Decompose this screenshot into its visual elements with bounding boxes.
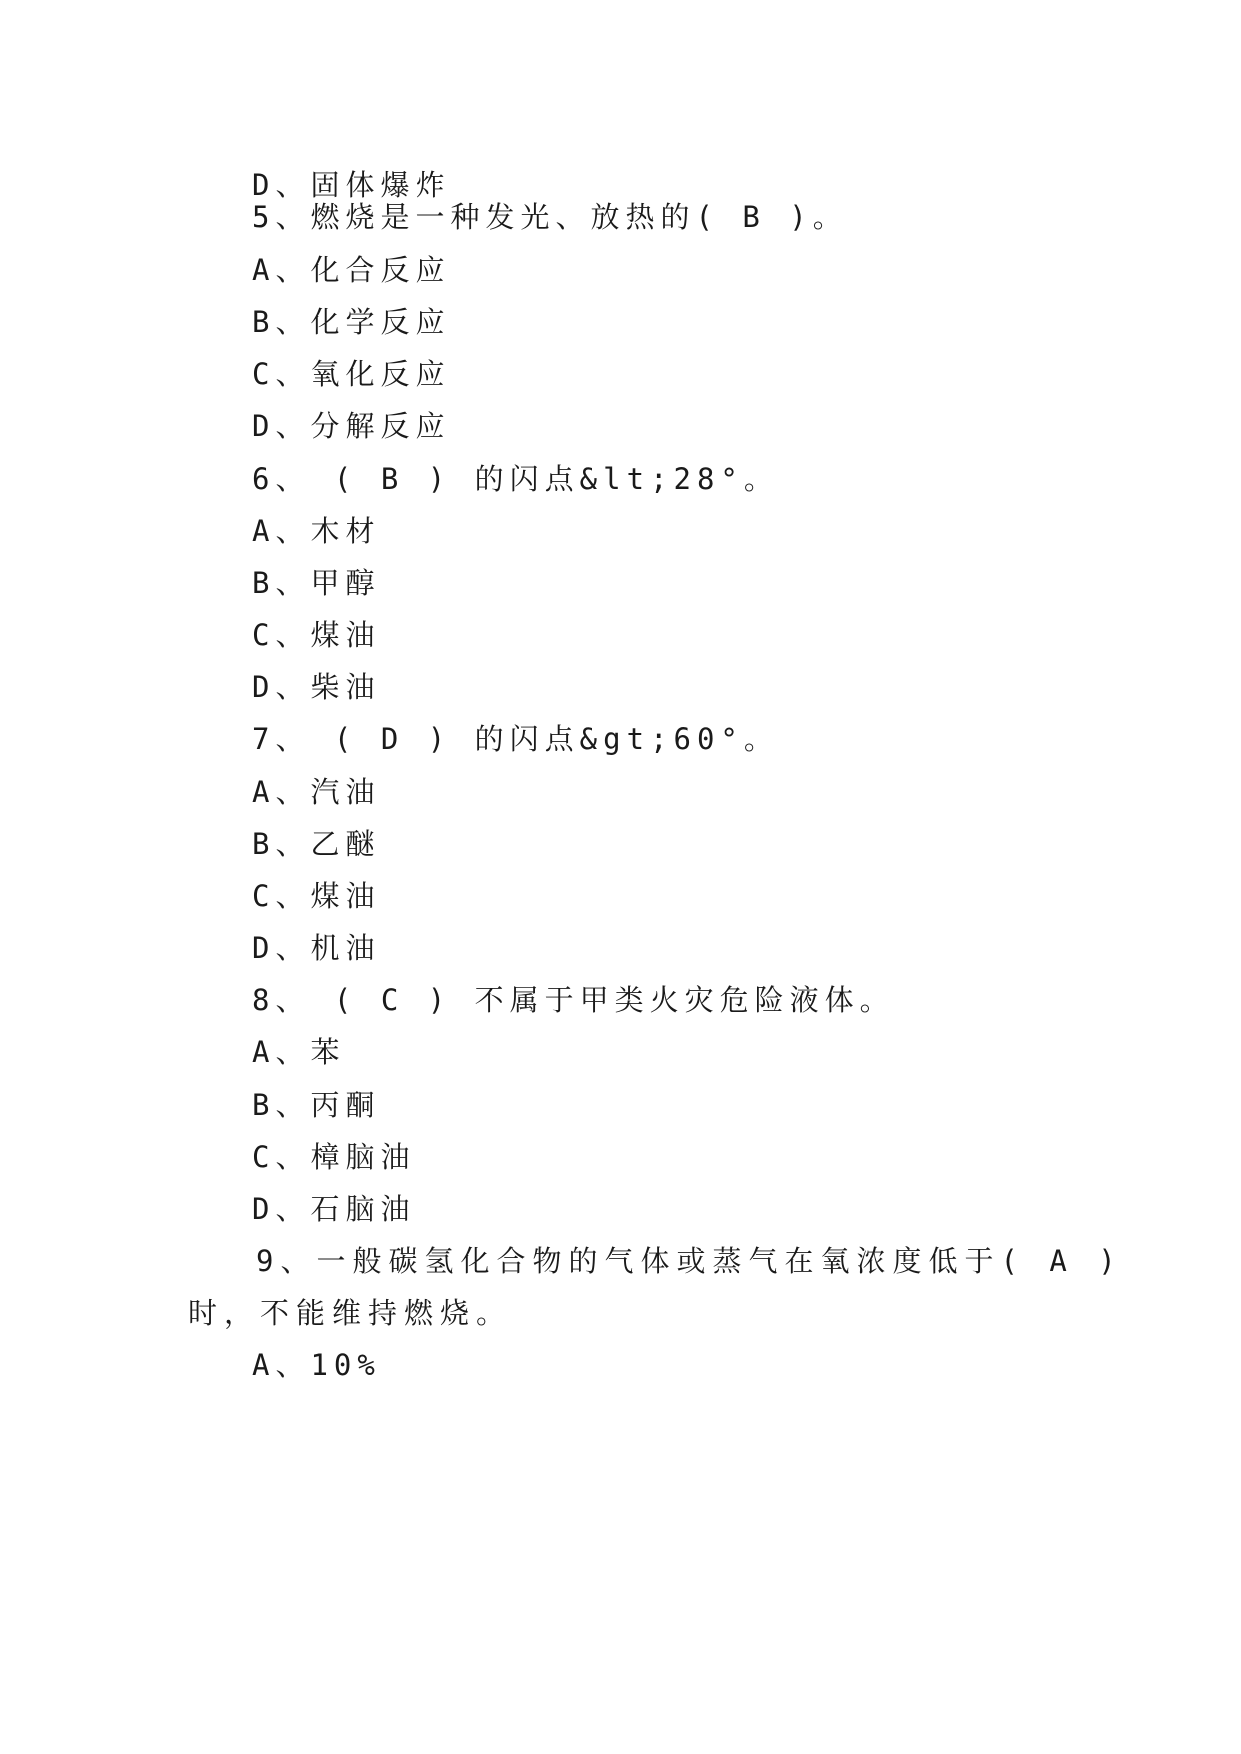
option-b-q6: B、甲醇 — [252, 566, 381, 600]
option-a-q5: A、化合反应 — [252, 253, 451, 287]
option-d-q7: D、机油 — [252, 931, 381, 965]
option-d-q6: D、柴油 — [252, 670, 381, 704]
question-9: 9、一般碳氢化合物的气体或蒸气在氧浓度低于( A ) — [256, 1244, 1123, 1278]
option-c-q7: C、煤油 — [252, 879, 381, 913]
question-6: 6、 ( B ) 的闪点&lt;28°。 — [252, 462, 779, 496]
option-d-q4: D、固体爆炸 — [252, 168, 451, 202]
option-b-q5: B、化学反应 — [252, 305, 451, 339]
option-b-q8: B、丙酮 — [252, 1088, 381, 1122]
question-7: 7、 ( D ) 的闪点&gt;60°。 — [252, 722, 779, 756]
option-a-q7: A、汽油 — [252, 775, 381, 809]
question-8: 8、 ( C ) 不属于甲类火灾危险液体。 — [252, 983, 895, 1017]
question-5: 5、燃烧是一种发光、放热的( B )。 — [252, 200, 848, 234]
option-a-q8: A、苯 — [252, 1035, 346, 1069]
option-a-q9: A、10% — [252, 1348, 381, 1382]
option-c-q6: C、煤油 — [252, 618, 381, 652]
option-d-q8: D、石脑油 — [252, 1192, 416, 1226]
question-9-continuation: 时，不能维持燃烧。 — [188, 1296, 513, 1330]
option-a-q6: A、木材 — [252, 514, 381, 548]
option-c-q5: C、氧化反应 — [252, 357, 451, 391]
option-b-q7: B、乙醚 — [252, 827, 381, 861]
option-d-q5: D、分解反应 — [252, 409, 451, 443]
option-c-q8: C、樟脑油 — [252, 1140, 416, 1174]
